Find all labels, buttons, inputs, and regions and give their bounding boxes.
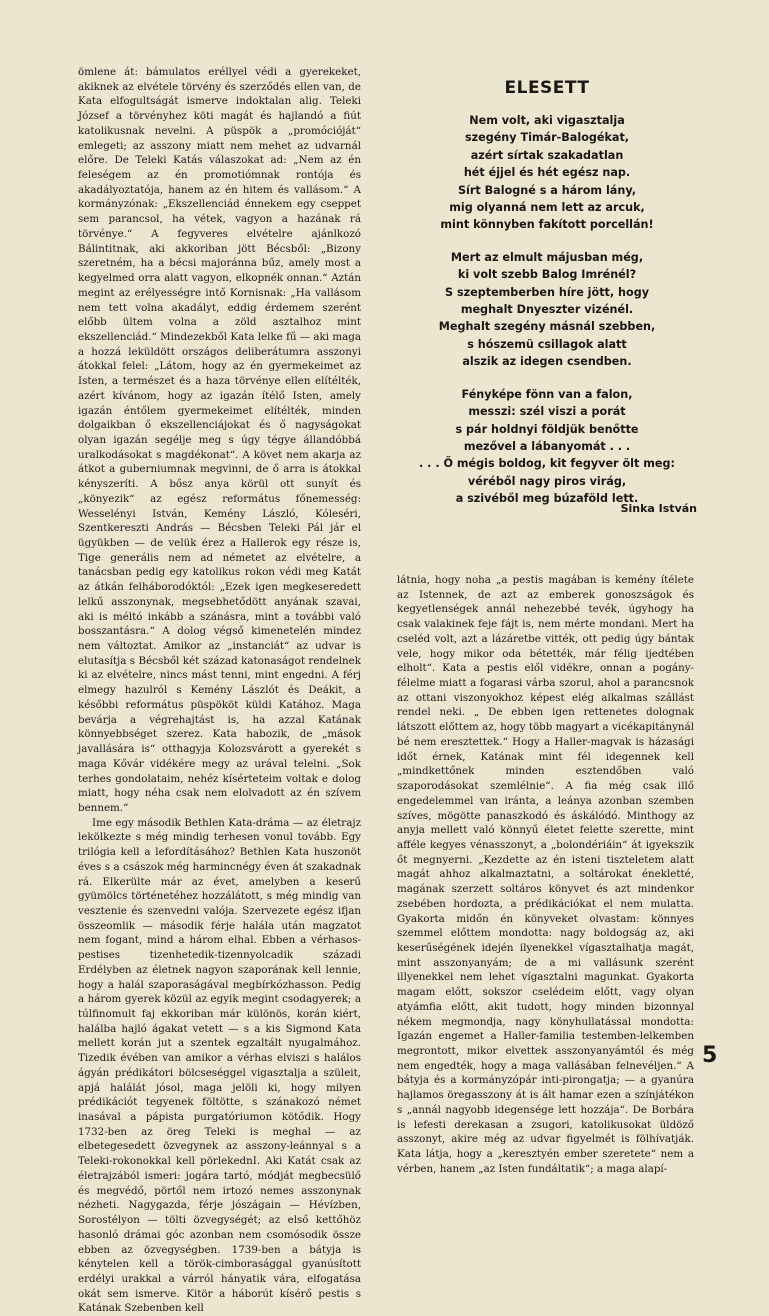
poem-line: Nem volt, aki vigasztalja (469, 114, 625, 127)
article-paragraph-continued: látnia, hogy noha „a pestis magában is kemény ítélete az Istennek, de azt az emberek gonoszságok és kegyetlenségek annál nehezebbé tevék, úgyhogy ha csak valakinek feje fájt is, nem mérte mondani. Mert ha cseléd volt, azt a lázáretbe vitték, ott pedig úgy bántak vele, hogy mikor oda bétették, már félig ijedtében elholt“. Kata a pestis elől vidékre, onnan a pogány-félelme miatt a fogarasi várba szorul, ahol a parancsnok az ottani viszonyokhoz képest elég alkalmas szállást rendel neki. „ De ebben igen rettenetes dolognak látszott előttem az, hogy több magyart a vicékapitánynál bé nem eresztettek.“ Hogy a Haller-magvak is házasági időt érnek, Katának mint fél idegennek kell „mindkettőnek minden esztendőben való szaporodásokat szemlélnie“. A fia még csak illő engedelemmel van iránta, a leánya azonban szemben szíves, mögötte panaszkodó és áskálódó. Minthogy az anyja mellett való könnyű életet felette szerette, mint afféle kegyes vénasszonyt, a „bolondériáin“ át igyekszik őt megnyerni. „Kezdette az én isteni tiszteletem alatt magát ahhoz alkalmaztatni, a soltárokat énekletté, magának szerzett soltáros könyvet és azt mindenkor zsebében hordozta, a prédikációkat el nem mulatta. Gyakorta midőn én könyveket olvastam: könnyes szemmel előttem mondotta: nagy boldogság az, aki keserűségének idején ilyenekkel vígasztalhatja magát, mint asszonyanyám; de a mi vallásunk szerént illyenekkel nem lehet vígasztalni magunkat. Gyakorta magam előtt, sokszor cselédeim előtt, vagy olyan atyámfia előtt, akit tudott, hogy minden bizonnyal nékem megmondja, nagy könyhullatással mondotta: Igazán engemet a Haller-familia testemben-lelkemben megrontott, mikor elvettek asszonyanyámtól és még nem engedték, hogy a maga vallásában felnevéljen.“ A bátyja és a kormányzópár inti-pirongatja; — a gyanúra hajlamos öregasszony át is ált hamar ezen a színjátékon s „annál nagyobb idegensége lett hozzája“. De Borbára is lefesti derekasan a zsugori, katolikusokat üldöző asszonyt, akire még az udvar figyelmét is fölhívatják. Kata látja, hogy a „keresztyén ember szeretete“ nem a vérben, hanem „az Isten fundáltatik“; a maga alapí- (397, 574, 694, 1175)
poem-line: s hószemü csillagok alatt (467, 337, 627, 351)
article-paragraph-2: Ime egy második Bethlen Kata-dráma — az életrajz lekölkezte s még mindig terhesen vonul tovább. Egy trilógia kell a lefordításához? Bethlen Kata huszonöt éves s a császok még harmincnégy éven át szakadnak rá. Elkerülte már az évet, amelyben a keserű gyümölcs történetéhez hozzálátott, s még mindig van vesztenie és szenvedni valója. Szervezete egész ifjan összeomlik — második férje halála után magzatot nem fogant, mind a három elhal. Ebben a vérhasos-pestises tizenhetedik-tizennyolcadik századi Erdélyben az életnek nagyon szaporának kell lennie, hogy a halál szaporaságával megbírkózhasson. Pedig a három gyerek közül az egyik megint csodagyerek; a túlfinomult faj ekkoriban már különös, korán kiért, halálba hajló ágakat vetett — s a kis Sigmond Kata mellett korán jut a szentek egzaltált nyugalmához. Tizedik évében van amikor a vérhas elviszi s halálos ágyán prédikátori bölcseséggel vigasztalja a szüleit, apjá halálát jósol, maga jelöli ki, hogy milyen prédikációt tegyenek föltötte, s szánakozó német inasával a pápista purgatóriumon kötődik. Hogy 1732-ben az öreg Teleki is meghal — az elbetegesedett özvegynek az asszony-leánnyal s a Teleki-rokonokkal kell pörlekednI. Aki Katát csak az életrajzából ismeri: jogára tartó, módját megbecsülő és megvédő, pörtől nem irtozó nemes asszonynak nézheti. Nagygazda, férje jószágain — Hévízben, Sorostélyon — tölti özvegységét; az első kettőhöz hasonló drámai góc azonban nem csomósodik össze ebben az özvegységben. 1739-ben a bátyja is kénytelen kell a török-cimborasággal gyanúsított erdélyi urakkal a várról hányatik vára, elfogatása okát sem ismerve. Kitör a háborút kísérő pestis s Katának Szebenben kell (78, 816, 361, 1315)
article-right-column (397, 573, 694, 1175)
poem-block (397, 74, 697, 544)
poem-line: véréből nagy piros virág, (467, 474, 627, 488)
page-number: 5 (702, 1043, 718, 1068)
poem-line: mig olyanná nem lett az arcuk, (449, 201, 645, 215)
poem-line: Fényképe fönn van a falon, (461, 387, 633, 401)
poem-line: Meghalt szegény másnál szebben, (438, 320, 656, 334)
poem-line: hét éjjel és hét egész nap. (463, 166, 631, 180)
poem-title: ELESETT (504, 78, 590, 98)
poem-line: . . . Ő mégis boldog, kit fegyver ölt meg: (419, 457, 675, 471)
poem-line: mint könnyben fakított porcellán! (440, 218, 654, 232)
poem-line: szegény Timár-Balogékat, (464, 131, 630, 145)
poem-line: mezővel a lábanyomát . . . (463, 439, 631, 453)
poem-line: s pár holdnyi földjük benőtte (455, 422, 639, 436)
poem-line: azért sírtak szakadatlan (470, 148, 624, 162)
poem-line: S szeptemberben híre jött, hogy (445, 285, 649, 299)
poem-line: meghalt Dnyeszter vizénél. (460, 303, 634, 317)
poem-stanza-3 (397, 386, 697, 508)
poem-line: messzi: szél viszi a porát (468, 405, 626, 419)
article-left-column (78, 65, 361, 1315)
poem-line: a szivéből meg búzaföld lett. (455, 492, 639, 506)
poem-stanza-2 (397, 249, 697, 371)
article-paragraph-1: ömlene át: bámulatos eréllyel védi a gyerekeket, akiknek az elvétele törvény és szerződés ellen van, de Kata elfogultságát ismerve indoktalan alig. Teleki József a törvényhez köti magát és hajlandó a fiút katolikusnak nevelni. A püspök a „promócióját“ emlegeti; az asszony miatt nem mehet az udvarnál előre. De Teleki Katás válaszokat ad: „Nem az én feleségem az én promotiómnak rontója és akadályoztatója, hanem az én hitem és vallásom.“ A kormányzónak: „Ekszellenciád énnekem egy cseppet sem parancsol, ha vétek, vagyon a hazának rá törvénye.“ A fegyveres elvételre ajánlkozó Bálintitnak, aki akkoriban jött Bécsből: „Bizony szeretném, ha a bécsi majoránna bűz, amely most a kegyelmed orra alatt vagyon, elkopnék onnan.“ Aztán megint az erélyességre intő Kornisnak: „Ha vallásom nem tett volna akadályt, eddig érdemem szerént előbb ültem volna a zöld asztalhoz mint ekszellenciád.“ Mindezekből Kata lelke fű — aki maga a hozzá leküldött országos deliberátumra asszonyi átokkal felel: „Látom, hogy az én gyermekeimet az Isten, a természet és a haza törvénye ellen elítélték, azért kívánom, hogy az igazán ítélő Isten, amely igazán éntőlem gyermekeimet elítélték, minden dolgaikban ő ekszellenciájokat és ő nagyságokat olyan igazán segélje meg s úgy tégye állandóbbá uralkodásokat s magdékonat“. A követ nem akarja az átkot a guberniumnak megvinni, de ő arra is átokkal kényszeríti. A bősz anya körül ott sunyít és „könyezik“ az egész református főnemesség: Wesselényi István, Kemény László, Kóleséri, Szentkereszti András — Bécsben Teleki Pál jár el ügyükben — de velük érez a Hallerok egy része is, Tige generális nem ad németet az elvételre, a tanácsban pedig egy katolikus rokon védi meg Katát az átkán felháborodóktól: „Ezek igen megkeseredett lelkű asszonynak, megsebhetődött anyának szavai, aki is méltó inkább a szánásra, mint a további való bosszantásra.“ A dolog végső kimenetelén mindez nem változtat. Amikor az „instanciát“ az udvar is elutasítja s Bécsből két század katonaságot rendelnek ki az elvételre, nincs mást tenni, mint engedni. A férj elmegy hazulról s Kemény Lászlót és Deákit, a későbbi református püspököt küldi Katához. Maga bevárja a végrehajtást is, ha azzal Katának könnyebbséget szerez. Kata habozik, de „mások javallására is“ otthagyja Kolozsvárott a gyerekét s maga Kővár vidékére megy az urával telelni. „Sok terhes gondolataim, nehéz kísérteteim voltak e dolog miatt, hogy néha csak nem elolvadott az én szívem bennem.“ (78, 66, 361, 814)
poem-line: Sírt Balogné s a három lány, (458, 183, 636, 197)
poem-line: ki volt szebb Balog Imrénél? (457, 268, 637, 282)
poem-line: Mert az elmult májusban még, (450, 250, 644, 264)
poem-author: Sinka István (620, 502, 697, 515)
poem-line: alszik az idegen csendben. (462, 355, 632, 369)
poem-stanza-1 (397, 112, 697, 234)
